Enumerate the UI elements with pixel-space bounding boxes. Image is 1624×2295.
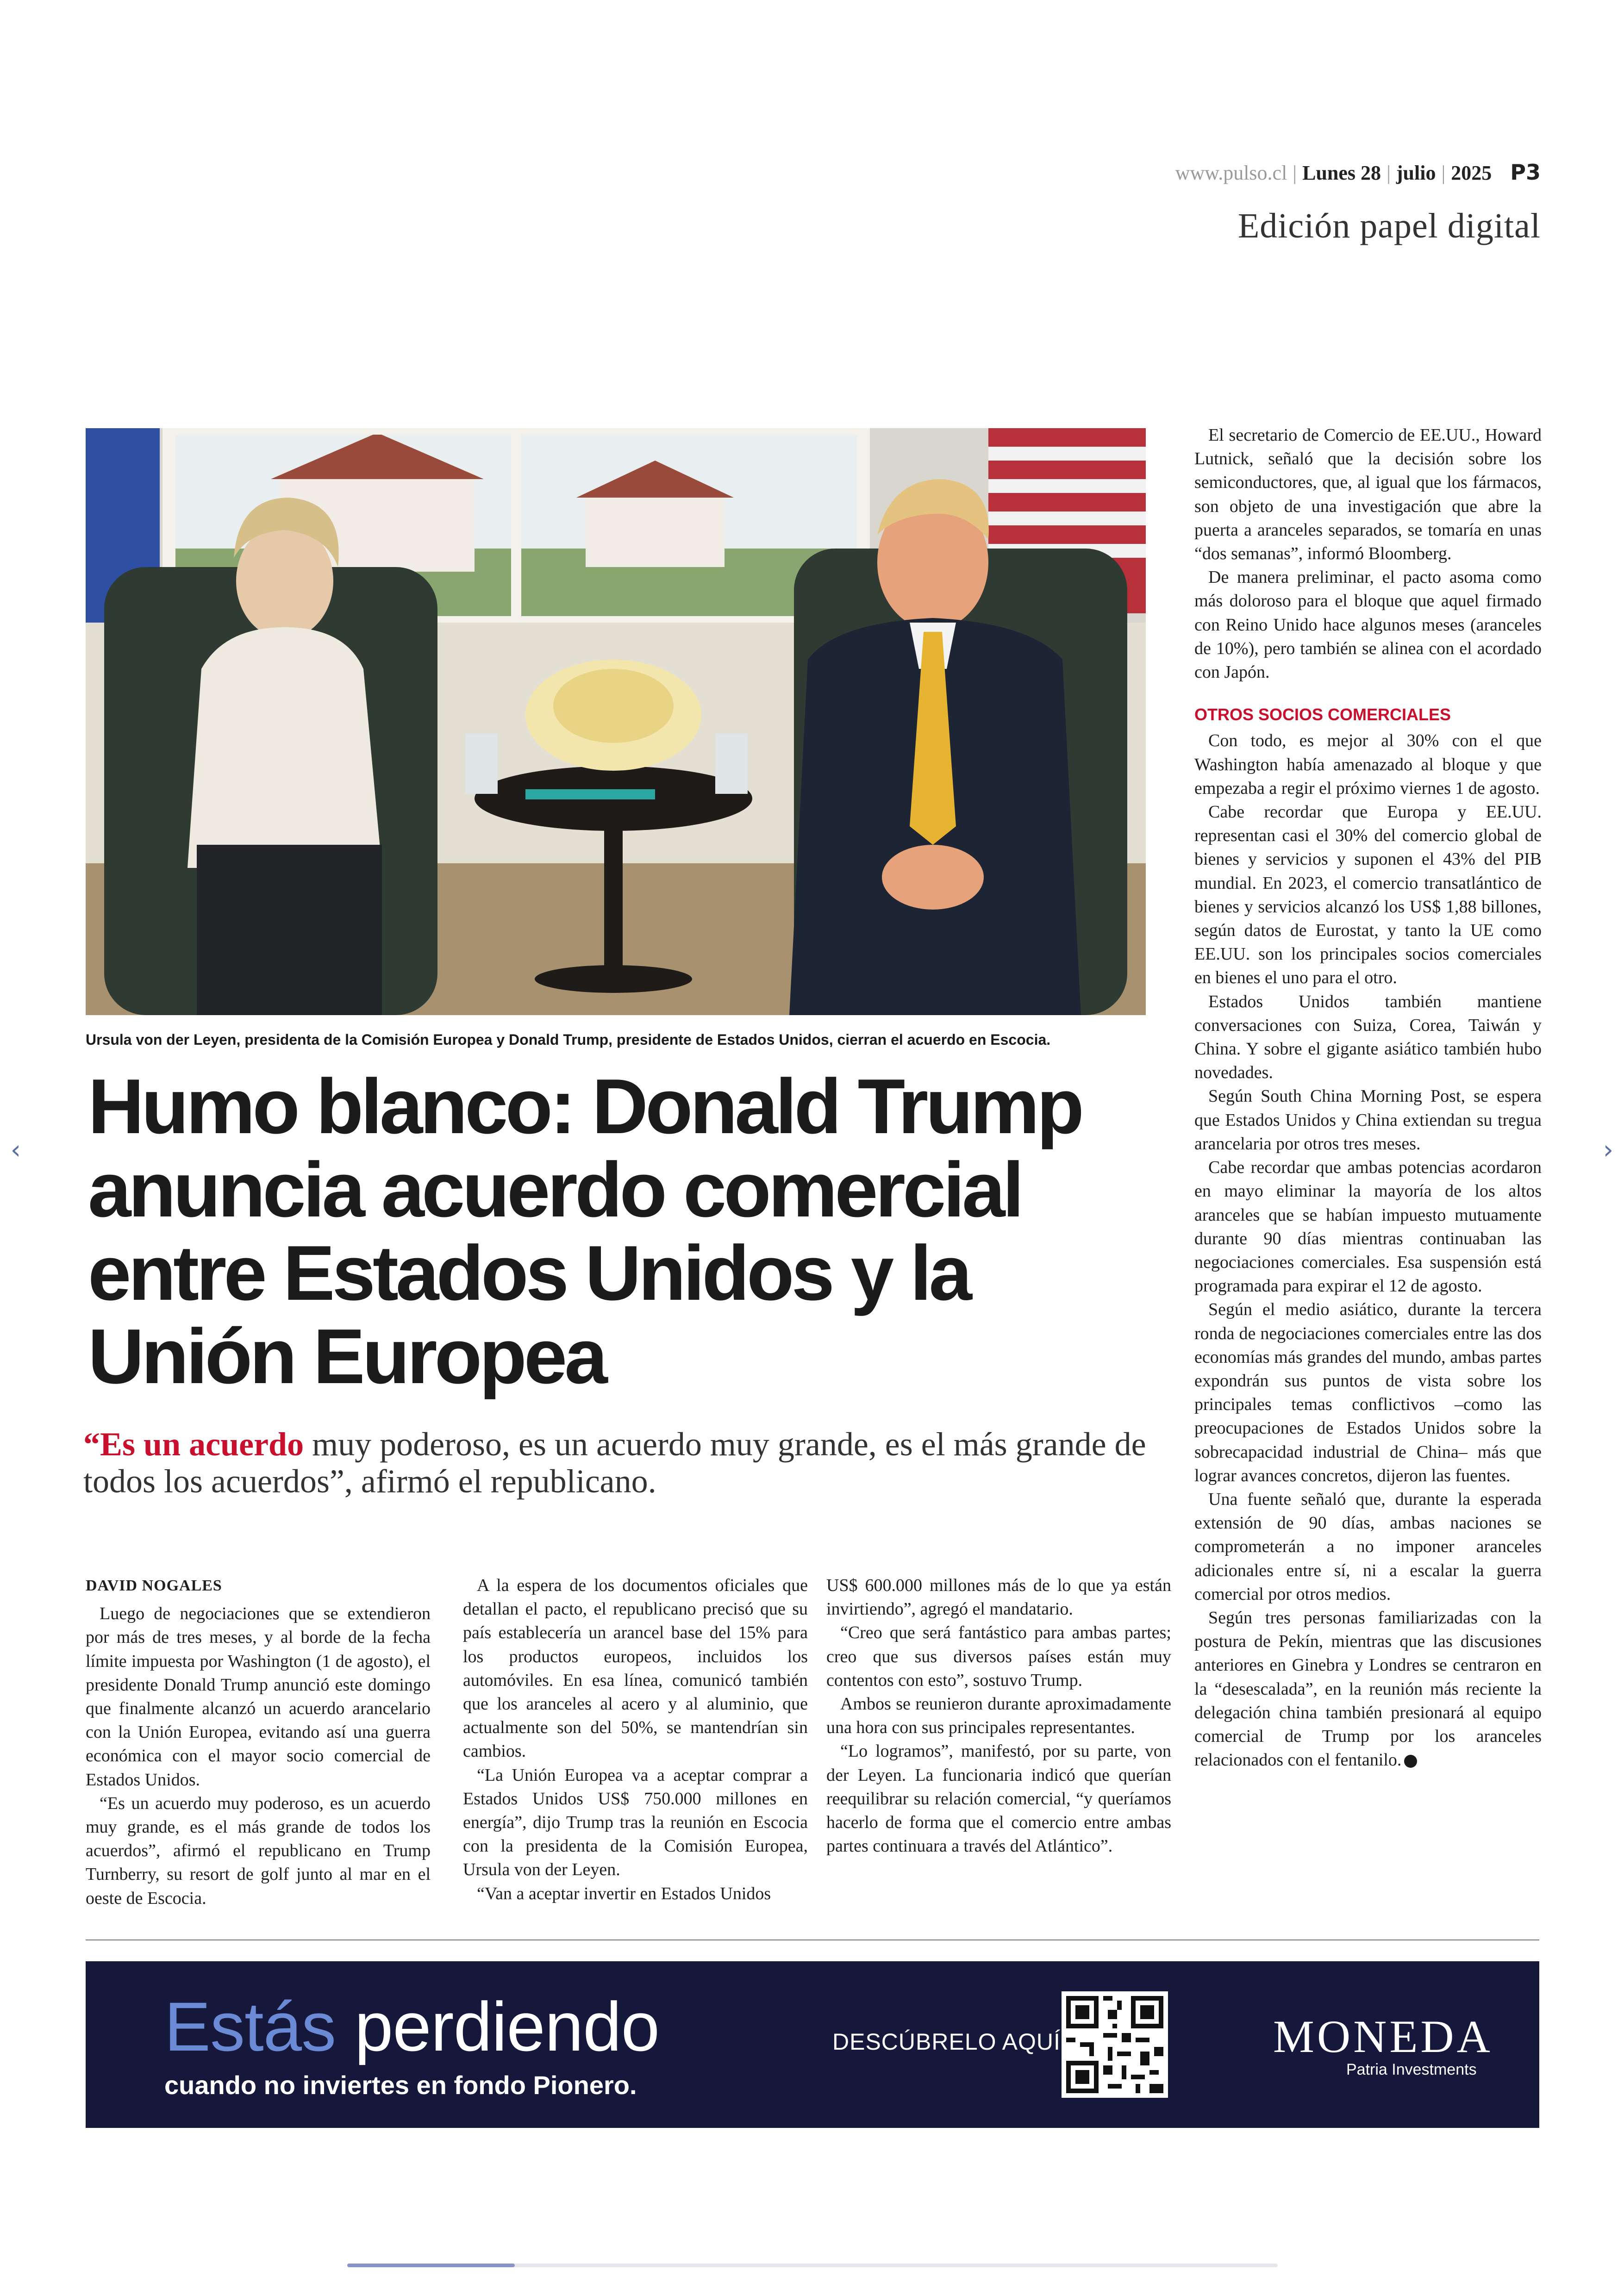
paragraph: Una fuente señaló que, durante la esperada extensión de 90 días, ambas naciones se comprometerán a no imponer aranceles adicionales entre sí, ni a escalar la guerra comercial por otros medios. xyxy=(1194,1489,1542,1604)
article-column-4 xyxy=(1194,424,1542,1772)
paragraph: Con todo, es mejor al 30% con el que Washington había amenazado al bloque y que empezaba a regir el próximo viernes 1 de agosto. xyxy=(1194,731,1542,798)
deck-highlight: “Es un acuerdo xyxy=(83,1426,304,1463)
paragraph: “La Unión Europea va a aceptar comprar a Estados Unidos US$ 750.000 millones en energía”, dijo Trump tras la reunión en Escocia con la presidenta de la Comisión Europea, Ursula von der Leyen. xyxy=(463,1765,808,1880)
paragraph-text: Según tres personas familiarizadas con la postura de Pekín, mientras que las discusiones anteriores en Ginebra y Londres se centraron en la “desescalada”, en la reunión más reciente la delegación china también presionará al equipo comercial de Trump por los aranceles relacionados con el fentanilo. xyxy=(1194,1608,1542,1770)
qr-code-icon[interactable] xyxy=(1062,1991,1168,2098)
next-page-button[interactable]: › xyxy=(1603,1135,1614,1165)
header-day: Lunes 28 xyxy=(1302,162,1381,184)
end-of-article-icon xyxy=(1404,1755,1417,1768)
paragraph: “Van a aceptar invertir en Estados Unidos xyxy=(477,1883,771,1903)
advertisement-banner[interactable] xyxy=(86,1961,1539,2128)
header-month: julio xyxy=(1396,162,1436,184)
page-header xyxy=(1175,160,1541,185)
qr-code-graphic xyxy=(1062,1991,1168,2098)
ad-brand-logo: MONEDA xyxy=(1273,2011,1493,2062)
paragraph: Ambos se reunieron durante aproximadamente una hora con sus principales representantes. xyxy=(826,1694,1171,1738)
photo-caption: Ursula von der Leyen, presidenta de la Comisión Europea y Donald Trump, presidente de Estados Unidos, cierran el acuerdo en Escocia. xyxy=(86,1031,1051,1048)
paragraph: “Es un acuerdo muy poderoso, es un acuerdo muy grande, es el más grande de todos los acuerdos”, afirmó el republicano en Trump Turnberry, su resort de golf junto al mar en el oeste de Escocia. xyxy=(86,1793,431,1908)
paragraph: Luego de negociaciones que se extendieron por más de tres meses, y al borde de la fecha límite impuesta por Washington (1 de agosto), el presidente Donald Trump anunció este domingo que finalmente alcanzó un acuerdo arancelario con la Unión Europea, evitando así una guerra económica con el mayor socio comercial de Estados Unidos. xyxy=(86,1604,431,1790)
article-headline: Humo blanco: Donald Trump anuncia acuerdo comercial entre Estados Unidos y la Unión Europea xyxy=(88,1063,1081,1400)
paragraph: Según South China Morning Post, se espera que Estados Unidos y China extiendan su tregua arancelaria por otros tres meses. xyxy=(1194,1086,1542,1154)
header-separator: | xyxy=(1441,162,1446,184)
page-progress-bar[interactable] xyxy=(347,2264,1278,2267)
meeting-photo-illustration xyxy=(86,428,1146,1015)
article-column-2 xyxy=(463,1574,808,1906)
paragraph: “Creo que será fantástico para ambas partes; creo que sus diversos países están muy contentos con esto”, sostuvo Trump. xyxy=(826,1623,1171,1690)
paragraph-last xyxy=(1194,1606,1542,1772)
ad-title-text: perdiendo xyxy=(336,1988,660,2065)
deck-text: muy poderoso, es un acuerdo muy grande, es el más grande de todos los acuerdos”, afirmó el republicano. xyxy=(83,1426,1146,1500)
article-column-1 xyxy=(86,1574,431,1910)
byline: DAVID NOGALES xyxy=(86,1577,222,1594)
page-progress-fill xyxy=(347,2264,515,2267)
paragraph: Cabe recordar que ambas potencias acordaron en mayo eliminar la mayoría de los altos aranceles que se habían impuesto mutuamente durante 90 días mientras continuaban las negociaciones comerciales. Esa suspensión está programada para expirar el 12 de agosto. xyxy=(1194,1158,1542,1296)
article-column-3 xyxy=(826,1574,1171,1858)
ad-title xyxy=(164,1987,659,2067)
site-url[interactable]: www.pulso.cl xyxy=(1175,162,1287,184)
paragraph: A la espera de los documentos oficiales que detallan el pacto, el republicano precisó que su país establecería un arancel base del 15% para los productos europeos, incluidos los automóviles. En esa línea, comunicó también que los aranceles al acero y al aluminio, que actualmente son del 50%, se mantendrían sin cambios. xyxy=(463,1576,808,1761)
paragraph: De manera preliminar, el pacto asoma como más doloroso para el bloque que aquel firmado con Reino Unido hace algunos meses (aranceles de 10%), pero también se alinea con el acordado con Japón. xyxy=(1194,568,1542,682)
ad-subtitle: cuando no inviertes en fondo Pionero. xyxy=(164,2070,637,2100)
paragraph: Cabe recordar que Europa y EE.UU. representan casi el 30% del comercio global de bienes y servicios y suponen el 43% del PIB mundial. En 2023, el comercio transatlántico de bienes y servicios alcanzó los US$ 1,88 billones, según datos de Eurostat, y tanto la UE como EE.UU. son los principales socios comerciales en bienes el uno para el otro. xyxy=(1194,802,1542,988)
edition-label: Edición papel digital xyxy=(1237,206,1541,245)
ad-cta-link[interactable]: DESCÚBRELO AQUÍ xyxy=(832,2029,1061,2055)
header-separator: | xyxy=(1293,162,1297,184)
ad-brand-subtitle: Patria Investments xyxy=(1346,2061,1477,2078)
paragraph: US$ 600.000 millones más de lo que ya están invirtiendo”, agregó el mandatario. xyxy=(826,1576,1171,1619)
paragraph: “Lo logramos”, manifestó, por su parte, von der Leyen. La funcionaria indicó que querían reequilibrar su relación comercial, “y queríamos hacerlo de forma que el comercio entre ambas partes continuara a través del Atlántico”. xyxy=(826,1741,1171,1856)
header-separator: | xyxy=(1387,162,1391,184)
article-deck xyxy=(83,1426,1157,1500)
paragraph: Según el medio asiático, durante la tercera ronda de negociaciones comerciales entre las dos economías más grandes del mundo, ambas partes expondrán sus puntos de vista sobre los principales temas conflictivos –como las preocupaciones de Estados Unidos sobre la sobrecapacidad industrial de China– más que lograr avances concretos, dijeron las fuentes. xyxy=(1194,1300,1542,1485)
article-photo xyxy=(86,428,1146,1015)
paragraph: Estados Unidos también mantiene conversaciones con Suiza, Corea, Taiwán y China. Y sobre el gigante asiático también hubo novedades. xyxy=(1194,992,1542,1083)
paragraph: El secretario de Comercio de EE.UU., Howard Lutnick, señaló que la decisión sobre los semiconductores, que, al igual que los fármacos, son objeto de una investigación que abre la puerta a aranceles separados, se tomaría en unas “dos semanas”, informó Bloomberg. xyxy=(1194,425,1542,564)
ad-title-highlight: Estás xyxy=(164,1988,336,2065)
section-subhead: OTROS SOCIOS COMERCIALES xyxy=(1194,705,1451,724)
header-year: 2025 xyxy=(1451,162,1492,184)
page-number: P3 xyxy=(1510,160,1541,185)
prev-page-button[interactable]: ‹ xyxy=(10,1135,21,1165)
